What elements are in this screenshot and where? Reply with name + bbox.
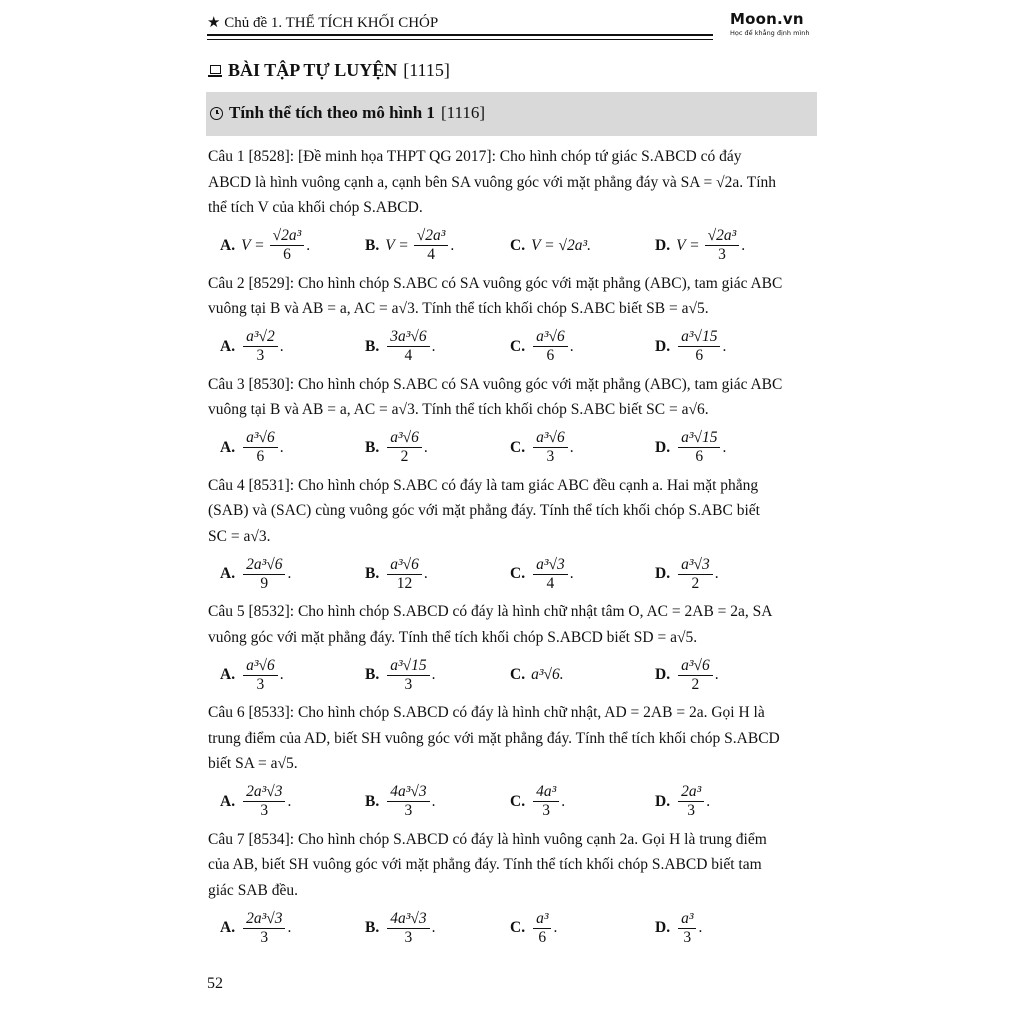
- option-fraction: [387, 657, 429, 694]
- fraction-denominator: 6: [538, 928, 547, 946]
- option-prefix: V =: [241, 236, 265, 254]
- option-suffix: .: [569, 565, 574, 582]
- option-suffix: .: [569, 438, 574, 456]
- option-suffix: .: [714, 565, 719, 582]
- answer-option: [655, 783, 800, 820]
- option-suffix: .: [561, 792, 566, 810]
- fraction-denominator: 12: [396, 574, 413, 592]
- option-fraction: [705, 227, 740, 264]
- answer-option: [365, 910, 510, 947]
- answer-options: [220, 903, 816, 953]
- answer-option: [220, 556, 365, 593]
- option-fraction: [243, 910, 285, 947]
- fraction-numerator: 4a³: [533, 783, 559, 802]
- answer-option: [510, 429, 655, 466]
- option-suffix: .: [279, 337, 284, 355]
- option-fraction: [533, 429, 568, 466]
- option-label: D.: [655, 236, 671, 254]
- answer-option: [655, 657, 800, 694]
- option-fraction: [533, 556, 568, 593]
- question-line: vuông tại B và AB = a, AC = a√3. Tính thể tích khối chóp S.ABC biết SC = a√6.: [208, 401, 709, 418]
- option-label: A.: [220, 337, 236, 355]
- option-label: B.: [365, 438, 380, 456]
- answer-options: [220, 650, 816, 700]
- answer-option: [655, 556, 800, 593]
- option-label: B.: [365, 666, 380, 683]
- fraction-denominator: 3: [687, 802, 696, 819]
- option-fraction: [387, 429, 422, 466]
- option-suffix: .: [722, 438, 727, 456]
- option-fraction: [678, 429, 720, 466]
- option-fraction: [414, 227, 449, 264]
- fraction-numerator: a³√15: [678, 429, 720, 448]
- answer-options: [220, 777, 816, 827]
- fraction-numerator: 2a³: [678, 783, 704, 802]
- option-fraction: [387, 783, 429, 820]
- option-label: C.: [510, 438, 526, 456]
- option-label: B.: [365, 792, 380, 810]
- question-line: Câu 4 [8531]: Cho hình chóp S.ABC có đáy là tam giác ABC đều cạnh a. Hai mặt phẳng: [208, 476, 759, 494]
- fraction-denominator: 6: [695, 347, 704, 364]
- answer-option: [365, 657, 510, 694]
- option-fraction: [678, 657, 713, 694]
- fraction-denominator: 3: [260, 928, 269, 946]
- answer-option: [510, 556, 655, 593]
- answer-option: [220, 783, 365, 820]
- answer-option: [510, 328, 655, 365]
- question-line: Câu 1 [8528]: [Đề minh họa THPT QG 2017]: Cho hình chóp tứ giác S.ABCD có đáy: [208, 148, 742, 165]
- answer-option: [365, 429, 510, 466]
- option-fraction: [387, 910, 429, 947]
- answer-option: [365, 783, 510, 820]
- option-fraction: [678, 328, 720, 365]
- option-text: a³√6.: [531, 666, 564, 683]
- header-rule-thin: [207, 39, 713, 40]
- fraction-numerator: √2a³: [270, 227, 305, 246]
- option-fraction: [387, 556, 422, 593]
- option-suffix: .: [306, 236, 311, 254]
- option-fraction: [533, 910, 551, 947]
- header-rule: [207, 34, 713, 36]
- question-line: Câu 6 [8533]: Cho hình chóp S.ABCD có đáy là hình chữ nhật, AD = 2AB = 2a. Gọi H là: [208, 704, 765, 721]
- question-1: [208, 144, 816, 271]
- fraction-denominator: 2: [400, 448, 409, 465]
- answer-option: [510, 237, 655, 255]
- answer-options: [220, 221, 816, 271]
- question-line: thể tích V của khối chóp S.ABCD.: [208, 199, 423, 216]
- fraction-denominator: 9: [260, 574, 269, 592]
- brand-logo: [730, 10, 810, 37]
- option-prefix: V =: [385, 236, 409, 254]
- fraction-numerator: √2a³: [414, 227, 449, 246]
- option-label: D.: [655, 919, 671, 936]
- question-line: của AB, biết SH vuông góc với mặt phẳng đáy. Tính thể tích khối chóp S.ABCD biết tam: [208, 856, 762, 873]
- section-code: [1115]: [403, 60, 450, 80]
- answer-option: [220, 429, 365, 466]
- fraction-denominator: 3: [256, 675, 265, 693]
- page-header: [207, 8, 819, 44]
- question-line: SC = a√3.: [208, 527, 271, 545]
- fraction-denominator: 4: [427, 246, 435, 263]
- question-line: Câu 3 [8530]: Cho hình chóp S.ABC có SA vuông góc với mặt phẳng (ABC), tam giác ABC: [208, 375, 783, 393]
- fraction-denominator: 3: [256, 347, 265, 364]
- option-suffix: .: [569, 337, 574, 355]
- fraction-numerator: a³√3: [678, 556, 713, 575]
- subsection-title: Tính thể tích theo mô hình 1: [229, 103, 435, 122]
- fraction-numerator: a³√6: [533, 429, 568, 448]
- answer-option: [220, 657, 365, 694]
- answer-option: [220, 910, 365, 947]
- fraction-denominator: 2: [691, 675, 700, 693]
- option-label: D.: [655, 565, 671, 582]
- question-5: [208, 599, 816, 700]
- fraction-numerator: 2a³√3: [243, 783, 285, 802]
- fraction-numerator: a³√6: [678, 657, 713, 676]
- option-label: A.: [220, 666, 236, 683]
- answer-option: [220, 227, 365, 264]
- option-label: A.: [220, 565, 236, 582]
- option-fraction: [678, 783, 704, 820]
- fraction-denominator: 4: [546, 574, 555, 592]
- fraction-denominator: 3: [404, 675, 413, 693]
- laptop-icon: [208, 64, 222, 78]
- option-suffix: .: [423, 565, 428, 582]
- fraction-numerator: a³√6: [243, 429, 278, 448]
- fraction-numerator: a³√6: [387, 429, 422, 448]
- answer-option: [220, 328, 365, 365]
- option-label: C.: [510, 236, 526, 254]
- fraction-numerator: 4a³√3: [387, 783, 429, 802]
- question-line: trung điểm của AD, biết SH vuông góc với mặt phẳng đáy. Tính thể tích khối chóp S.ABCD: [208, 729, 780, 747]
- question-line: biết SA = a√5.: [208, 755, 298, 772]
- fraction-denominator: 3: [683, 928, 692, 946]
- option-suffix: .: [741, 236, 746, 254]
- option-suffix: .: [698, 919, 703, 936]
- fraction-numerator: a³√15: [387, 657, 429, 676]
- option-suffix: .: [450, 236, 455, 254]
- option-fraction: [678, 556, 713, 593]
- fraction-numerator: a³√2: [243, 328, 278, 347]
- fraction-numerator: √2a³: [705, 227, 740, 246]
- fraction-denominator: 3: [542, 802, 551, 819]
- fraction-denominator: 6: [283, 246, 291, 263]
- question-list: [208, 144, 816, 953]
- question-line: Câu 5 [8532]: Cho hình chóp S.ABCD có đáy là hình chữ nhật tâm O, AC = 2AB = 2a, SA: [208, 603, 773, 620]
- fraction-numerator: 2a³√6: [243, 556, 285, 575]
- fraction-numerator: a³: [533, 910, 551, 929]
- question-7: [208, 827, 816, 954]
- fraction-denominator: 6: [546, 347, 555, 364]
- fraction-numerator: a³√6: [387, 556, 422, 575]
- option-suffix: .: [287, 919, 292, 936]
- answer-option: [655, 227, 800, 264]
- answer-option: [655, 328, 800, 365]
- option-label: D.: [655, 337, 671, 355]
- fraction-numerator: a³: [678, 910, 696, 929]
- option-fraction: [270, 227, 305, 264]
- option-fraction: [533, 328, 568, 365]
- option-fraction: [533, 783, 559, 820]
- question-line: giác SAB đều.: [208, 881, 298, 899]
- fraction-denominator: 6: [695, 448, 704, 465]
- option-fraction: [243, 556, 285, 593]
- brand-name: Moon.vn: [730, 10, 804, 28]
- option-prefix: V =: [676, 236, 700, 254]
- option-fraction: [678, 910, 696, 947]
- answer-option: [655, 429, 800, 466]
- option-fraction: [243, 783, 285, 820]
- option-label: C.: [510, 565, 526, 582]
- option-suffix: .: [279, 438, 284, 456]
- fraction-denominator: 2: [691, 574, 700, 592]
- option-suffix: .: [431, 666, 436, 683]
- option-label: A.: [220, 919, 236, 936]
- option-fraction: [243, 429, 278, 466]
- option-label: C.: [510, 666, 526, 683]
- answer-option: [655, 910, 800, 947]
- option-suffix: .: [706, 792, 711, 810]
- answer-option: [365, 556, 510, 593]
- fraction-denominator: 6: [256, 448, 265, 465]
- fraction-numerator: 2a³√3: [243, 910, 285, 929]
- fraction-numerator: a³√15: [678, 328, 720, 347]
- answer-option: [510, 910, 655, 947]
- answer-options: [220, 549, 816, 599]
- fraction-numerator: a³√6: [243, 657, 278, 676]
- option-label: A.: [220, 438, 236, 456]
- fraction-numerator: a³√6: [533, 328, 568, 347]
- option-suffix: .: [287, 792, 292, 810]
- answer-options: [220, 322, 816, 372]
- answer-option: [365, 328, 510, 365]
- option-label: C.: [510, 792, 526, 810]
- option-suffix: .: [431, 337, 436, 355]
- option-label: A.: [220, 792, 236, 810]
- option-label: A.: [220, 236, 236, 254]
- question-2: [208, 271, 816, 372]
- option-label: B.: [365, 236, 380, 254]
- option-suffix: .: [431, 792, 436, 810]
- subsection-band: [206, 92, 817, 136]
- fraction-denominator: 3: [546, 448, 555, 465]
- fraction-denominator: 3: [718, 246, 726, 263]
- chapter-title: ★ Chủ đề 1. THỂ TÍCH KHỐI CHÓP: [207, 15, 439, 31]
- subsection-code: [1116]: [440, 103, 485, 122]
- option-text: V = √2a³.: [531, 236, 592, 254]
- fraction-denominator: 4: [404, 347, 413, 364]
- answer-option: [510, 666, 655, 684]
- fraction-numerator: 4a³√3: [387, 910, 429, 929]
- option-suffix: .: [553, 919, 558, 936]
- section-title: [208, 60, 450, 81]
- option-label: B.: [365, 565, 380, 582]
- option-fraction: [243, 657, 278, 694]
- page-number: 52: [207, 975, 223, 992]
- answer-options: [220, 423, 816, 473]
- option-suffix: .: [423, 438, 428, 456]
- clock-icon: [210, 107, 223, 120]
- answer-option: [510, 783, 655, 820]
- question-line: vuông góc với mặt phẳng đáy. Tính thể tích khối chóp S.ABCD biết SD = a√5.: [208, 628, 698, 646]
- option-label: C.: [510, 919, 526, 936]
- fraction-numerator: 3a³√6: [387, 328, 429, 347]
- option-label: D.: [655, 792, 671, 810]
- option-label: B.: [365, 919, 380, 936]
- question-line: ABCD là hình vuông cạnh a, cạnh bên SA vuông góc với mặt phẳng đáy và SA = √2a. Tính: [208, 173, 777, 191]
- option-label: D.: [655, 438, 671, 456]
- option-suffix: .: [714, 666, 719, 683]
- fraction-numerator: a³√3: [533, 556, 568, 575]
- option-suffix: .: [287, 565, 292, 582]
- brand-tagline: Học để khẳng định mình: [730, 29, 810, 37]
- question-line: (SAB) và (SAC) cùng vuông góc với mặt phẳng đáy. Tính thể tích khối chóp S.ABC biết: [208, 502, 760, 519]
- fraction-denominator: 3: [404, 802, 413, 819]
- fraction-denominator: 3: [260, 802, 269, 819]
- question-line: Câu 7 [8534]: Cho hình chóp S.ABCD có đáy là hình vuông cạnh 2a. Gọi H là trung điểm: [208, 830, 767, 848]
- fraction-denominator: 3: [404, 928, 413, 946]
- question-line: Câu 2 [8529]: Cho hình chóp S.ABC có SA vuông góc với mặt phẳng (ABC), tam giác ABC: [208, 274, 783, 292]
- option-suffix: .: [279, 666, 284, 683]
- option-fraction: [243, 328, 278, 365]
- question-3: [208, 372, 816, 473]
- option-label: B.: [365, 337, 380, 355]
- option-label: D.: [655, 666, 671, 683]
- question-line: vuông tại B và AB = a, AC = a√3. Tính thể tích khối chóp S.ABC biết SB = a√5.: [208, 300, 709, 317]
- section-title-text: BÀI TẬP TỰ LUYỆN: [228, 60, 398, 80]
- question-6: [208, 700, 816, 827]
- option-suffix: .: [431, 919, 436, 936]
- option-fraction: [387, 328, 429, 365]
- question-4: [208, 473, 816, 600]
- option-label: C.: [510, 337, 526, 355]
- option-suffix: .: [722, 337, 727, 355]
- answer-option: [365, 227, 510, 264]
